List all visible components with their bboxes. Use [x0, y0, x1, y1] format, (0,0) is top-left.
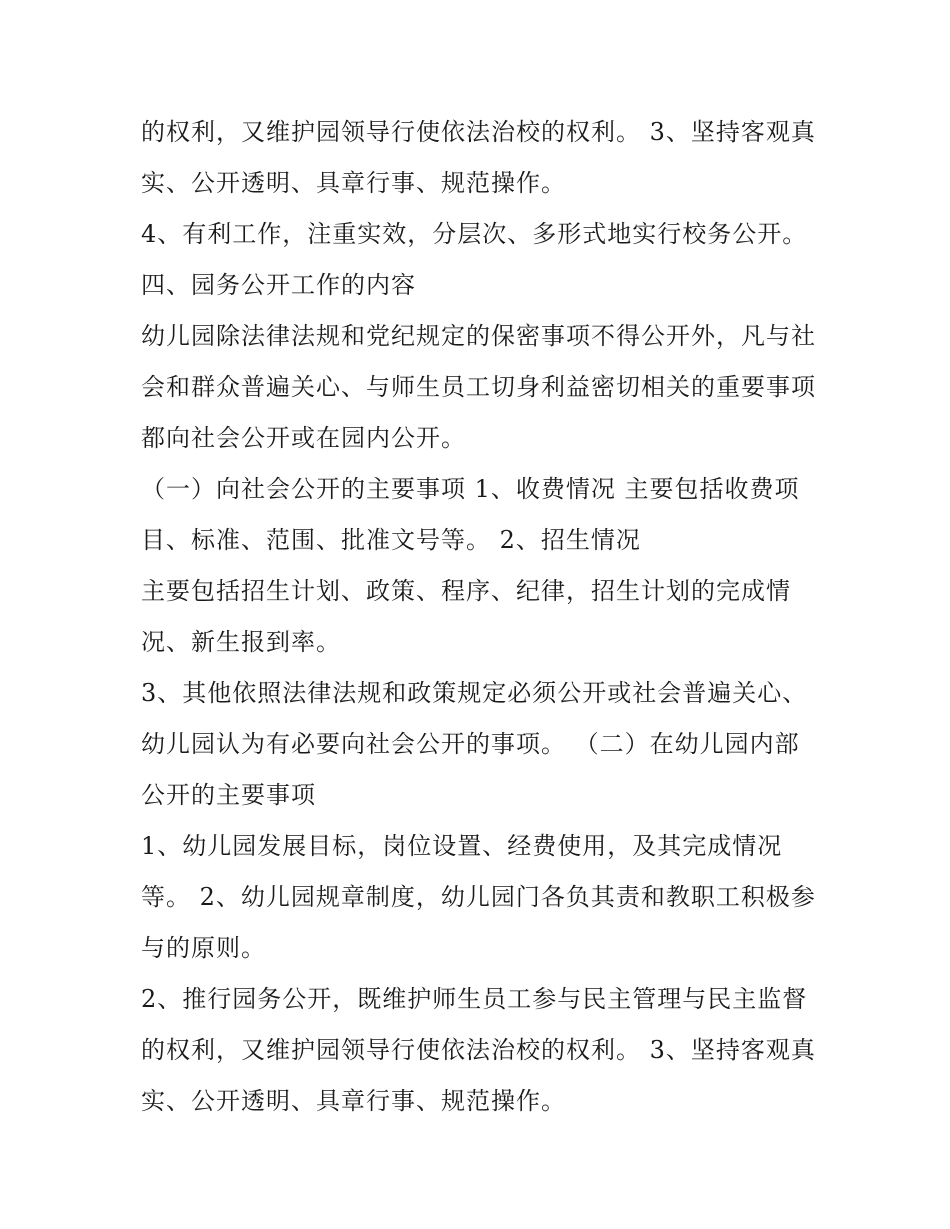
- text-line: 都向社会公开或在园内公开。: [141, 424, 466, 452]
- text-line: 幼儿园认为有必要向社会公开的事项。 （二）在幼儿园内部: [141, 730, 800, 758]
- text-line: 主要包括招生计划、政策、程序、纪律，招生计划的完成情: [141, 577, 791, 605]
- text-line: 公开的主要事项: [141, 781, 316, 809]
- text-line: 况、新生报到率。: [141, 628, 341, 656]
- text-line: 的权利，又维护园领导行使依法治校的权利。 3、坚持客观真: [141, 1036, 816, 1064]
- text-line: 1、幼儿园发展目标，岗位设置、经费使用，及其完成情况: [141, 832, 783, 860]
- text-line: 与的原则。: [141, 934, 266, 962]
- text-line: 会和群众普遍关心、与师生员工切身利益密切相关的重要事项: [141, 373, 816, 401]
- text-line: 2、推行园务公开，既维护师生员工参与民主管理与民主监督: [141, 985, 808, 1013]
- text-line: 实、公开透明、具章行事、规范操作。: [141, 1087, 566, 1115]
- text-line: 4、有利工作，注重实效，分层次、多形式地实行校务公开。: [141, 220, 808, 248]
- text-line: 3、其他依照法律法规和政策规定必须公开或社会普遍关心、: [141, 679, 808, 707]
- text-line: 幼儿园除法律法规和党纪规定的保密事项不得公开外，凡与社: [141, 322, 816, 350]
- text-line: 目、标准、范围、批准文号等。 2、招生情况: [141, 526, 641, 554]
- text-line: （一）向社会公开的主要事项 1、收费情况 主要包括收费项: [141, 475, 800, 503]
- document-body: [141, 107, 841, 1127]
- text-line: 的权利，又维护园领导行使依法治校的权利。 3、坚持客观真: [141, 118, 816, 146]
- text-line: 等。 2、幼儿园规章制度，幼儿园门各负其责和教职工积极参: [141, 883, 816, 911]
- section-heading: 四、园务公开工作的内容: [141, 271, 416, 299]
- text-line: 实、公开透明、具章行事、规范操作。: [141, 169, 566, 197]
